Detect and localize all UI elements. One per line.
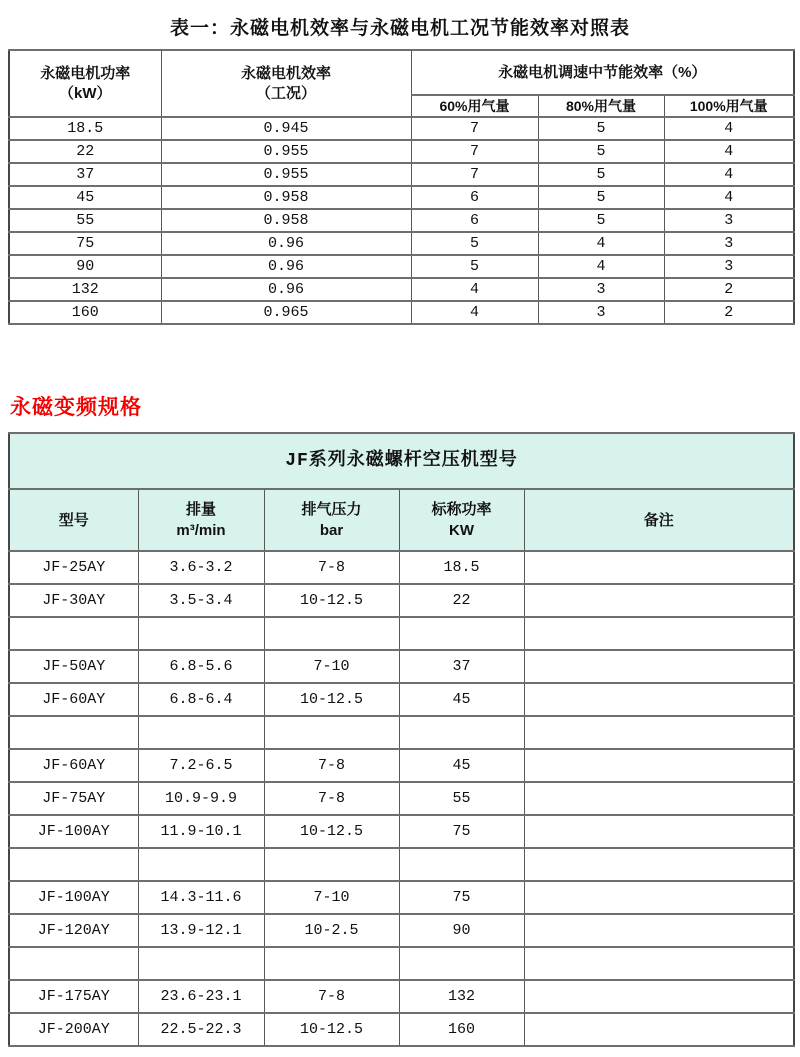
table-row (9, 186, 794, 209)
table-row (9, 584, 794, 617)
cell-model (9, 848, 138, 881)
cell-saving-100: 4 (664, 140, 794, 163)
cell-pressure (264, 947, 399, 980)
cell-saving-100: 4 (664, 186, 794, 209)
cell-note (524, 782, 794, 815)
cell-power: 90 (9, 255, 161, 278)
table1-body (9, 117, 794, 324)
header-rated-power-line2: KW (449, 522, 474, 539)
cell-saving-60: 6 (411, 186, 538, 209)
table-row (9, 815, 794, 848)
cell-model (9, 947, 138, 980)
header-motor-power-line2: （kW） (58, 84, 112, 102)
cell-power: 37 (399, 650, 524, 683)
table1-header-row-1 (9, 50, 794, 95)
table2-title-row (9, 433, 794, 489)
cell-note (524, 947, 794, 980)
header-rated-power (399, 489, 524, 551)
cell-power: 45 (399, 749, 524, 782)
table-row (9, 551, 794, 584)
table-row (9, 278, 794, 301)
cell-saving-100: 2 (664, 278, 794, 301)
cell-saving-60: 6 (411, 209, 538, 232)
cell-power: 18.5 (9, 117, 161, 140)
cell-saving-80: 3 (538, 301, 664, 324)
cell-saving-100: 4 (664, 163, 794, 186)
table-row (9, 117, 794, 140)
cell-displacement (138, 947, 264, 980)
cell-model: JF-100AY (9, 881, 138, 914)
cell-note (524, 650, 794, 683)
cell-model: JF-120AY (9, 914, 138, 947)
cell-note (524, 617, 794, 650)
table-row (9, 140, 794, 163)
header-displacement-line1: 排量 (185, 501, 216, 518)
cell-saving-60: 5 (411, 255, 538, 278)
cell-model: JF-200AY (9, 1013, 138, 1046)
header-note: 备注 (524, 489, 794, 551)
cell-saving-80: 5 (538, 186, 664, 209)
cell-saving-60: 4 (411, 301, 538, 324)
table-row (9, 255, 794, 278)
cell-power: 132 (399, 980, 524, 1013)
cell-note (524, 551, 794, 584)
header-model: 型号 (9, 489, 138, 551)
table-row (9, 716, 794, 749)
cell-note (524, 749, 794, 782)
motor-efficiency-table (8, 49, 795, 325)
cell-power: 18.5 (399, 551, 524, 584)
cell-saving-100: 3 (664, 209, 794, 232)
cell-pressure: 10-12.5 (264, 1013, 399, 1046)
header-displacement (138, 489, 264, 551)
cell-note (524, 683, 794, 716)
header-sub-60: 60%用气量 (411, 95, 538, 117)
table-row (9, 617, 794, 650)
cell-saving-80: 3 (538, 278, 664, 301)
cell-note (524, 716, 794, 749)
cell-displacement: 3.6-3.2 (138, 551, 264, 584)
cell-note (524, 881, 794, 914)
table-row (9, 301, 794, 324)
table-row (9, 881, 794, 914)
cell-displacement (138, 617, 264, 650)
cell-pressure: 10-2.5 (264, 914, 399, 947)
cell-saving-80: 5 (538, 117, 664, 140)
cell-efficiency: 0.96 (161, 278, 411, 301)
cell-efficiency: 0.955 (161, 140, 411, 163)
cell-saving-60: 5 (411, 232, 538, 255)
cell-displacement (138, 716, 264, 749)
cell-displacement: 6.8-5.6 (138, 650, 264, 683)
cell-note (524, 1013, 794, 1046)
cell-saving-80: 5 (538, 209, 664, 232)
table2-header-row (9, 489, 794, 551)
cell-saving-100: 2 (664, 301, 794, 324)
table-row (9, 914, 794, 947)
cell-model (9, 716, 138, 749)
cell-displacement: 10.9-9.9 (138, 782, 264, 815)
cell-pressure: 10-12.5 (264, 815, 399, 848)
cell-displacement: 7.2-6.5 (138, 749, 264, 782)
cell-pressure: 7-8 (264, 782, 399, 815)
cell-saving-80: 5 (538, 140, 664, 163)
header-sub-80: 80%用气量 (538, 95, 664, 117)
cell-model: JF-50AY (9, 650, 138, 683)
cell-pressure (264, 716, 399, 749)
cell-saving-100: 3 (664, 232, 794, 255)
header-rated-power-line1: 标称功率 (431, 501, 492, 518)
cell-power (399, 617, 524, 650)
cell-note (524, 848, 794, 881)
cell-power: 75 (399, 881, 524, 914)
cell-pressure: 7-10 (264, 881, 399, 914)
table-row (9, 1013, 794, 1046)
cell-power: 160 (9, 301, 161, 324)
cell-efficiency: 0.965 (161, 301, 411, 324)
cell-model: JF-175AY (9, 980, 138, 1013)
header-motor-efficiency (161, 50, 411, 117)
header-pressure (264, 489, 399, 551)
header-motor-power (9, 50, 161, 117)
cell-displacement: 14.3-11.6 (138, 881, 264, 914)
cell-saving-100: 4 (664, 117, 794, 140)
table-row (9, 749, 794, 782)
cell-model: JF-60AY (9, 749, 138, 782)
table-row (9, 683, 794, 716)
cell-efficiency: 0.955 (161, 163, 411, 186)
cell-note (524, 914, 794, 947)
cell-power: 45 (399, 683, 524, 716)
cell-power (399, 947, 524, 980)
cell-power: 22 (9, 140, 161, 163)
cell-power (399, 716, 524, 749)
cell-saving-60: 4 (411, 278, 538, 301)
jf-series-model-table (8, 432, 795, 1047)
cell-pressure: 7-8 (264, 749, 399, 782)
table-row (9, 209, 794, 232)
cell-power: 132 (9, 278, 161, 301)
cell-saving-60: 7 (411, 163, 538, 186)
cell-pressure (264, 848, 399, 881)
table-row (9, 980, 794, 1013)
cell-note (524, 980, 794, 1013)
cell-efficiency: 0.958 (161, 186, 411, 209)
cell-power: 45 (9, 186, 161, 209)
table-row (9, 848, 794, 881)
cell-efficiency: 0.958 (161, 209, 411, 232)
cell-note (524, 815, 794, 848)
cell-saving-100: 3 (664, 255, 794, 278)
header-saving-group: 永磁电机调速中节能效率（%） (411, 50, 794, 95)
table-row (9, 947, 794, 980)
header-pressure-line1: 排气压力 (301, 501, 362, 518)
cell-power: 75 (9, 232, 161, 255)
section-heading: 永磁变频规格 (10, 396, 142, 419)
cell-displacement: 11.9-10.1 (138, 815, 264, 848)
cell-displacement: 22.5-22.3 (138, 1013, 264, 1046)
cell-power: 160 (399, 1013, 524, 1046)
cell-pressure (264, 617, 399, 650)
table2-body (9, 551, 794, 1046)
cell-pressure: 10-12.5 (264, 683, 399, 716)
table2-title: JF系列永磁螺杆空压机型号 (9, 433, 794, 489)
cell-model: JF-60AY (9, 683, 138, 716)
header-motor-efficiency-line2: （工况） (255, 84, 316, 102)
cell-power: 75 (399, 815, 524, 848)
cell-efficiency: 0.945 (161, 117, 411, 140)
cell-pressure: 7-10 (264, 650, 399, 683)
cell-saving-80: 4 (538, 255, 664, 278)
table1-title: 表一：永磁电机效率与永磁电机工况节能效率对照表 (169, 18, 630, 39)
header-displacement-line2: m³/min (176, 522, 226, 539)
table-row (9, 232, 794, 255)
header-motor-power-line1: 永磁电机功率 (40, 64, 131, 82)
cell-model: JF-100AY (9, 815, 138, 848)
cell-model (9, 617, 138, 650)
cell-efficiency: 0.96 (161, 232, 411, 255)
header-motor-efficiency-line1: 永磁电机效率 (240, 64, 331, 82)
cell-saving-80: 4 (538, 232, 664, 255)
header-pressure-line2: bar (319, 522, 344, 539)
cell-saving-60: 7 (411, 140, 538, 163)
cell-model: JF-25AY (9, 551, 138, 584)
cell-efficiency: 0.96 (161, 255, 411, 278)
cell-displacement (138, 848, 264, 881)
cell-saving-80: 5 (538, 163, 664, 186)
header-sub-100: 100%用气量 (664, 95, 794, 117)
cell-power: 55 (9, 209, 161, 232)
cell-displacement: 23.6-23.1 (138, 980, 264, 1013)
cell-displacement: 13.9-12.1 (138, 914, 264, 947)
cell-power: 90 (399, 914, 524, 947)
cell-displacement: 3.5-3.4 (138, 584, 264, 617)
cell-power: 22 (399, 584, 524, 617)
cell-power: 55 (399, 782, 524, 815)
cell-model: JF-30AY (9, 584, 138, 617)
cell-power (399, 848, 524, 881)
table-row (9, 163, 794, 186)
cell-pressure: 10-12.5 (264, 584, 399, 617)
cell-pressure: 7-8 (264, 551, 399, 584)
table-row (9, 650, 794, 683)
cell-model: JF-75AY (9, 782, 138, 815)
cell-power: 37 (9, 163, 161, 186)
cell-note (524, 584, 794, 617)
table-row (9, 782, 794, 815)
cell-saving-60: 7 (411, 117, 538, 140)
cell-displacement: 6.8-6.4 (138, 683, 264, 716)
cell-pressure: 7-8 (264, 980, 399, 1013)
